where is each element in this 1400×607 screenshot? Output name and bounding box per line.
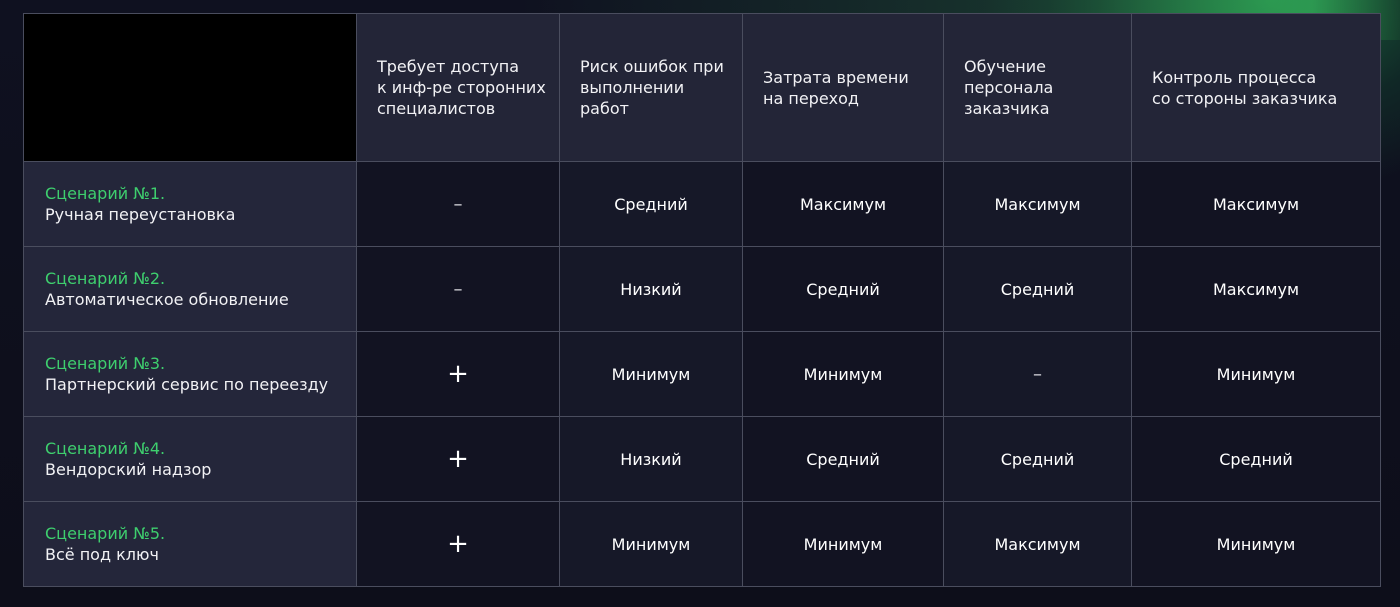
table-row: [24, 247, 1381, 332]
row-header-scenario-4: [24, 417, 357, 502]
table-cell: –: [357, 247, 560, 332]
row-header-scenario-2: [24, 247, 357, 332]
table-cell: Низкий: [560, 247, 743, 332]
table-header-row: [24, 14, 1381, 162]
column-header-line: со стороны заказчика: [1152, 88, 1338, 108]
column-header-line: Контроль процесса: [1152, 67, 1317, 87]
scenario-number: Сценарий №1.: [45, 184, 166, 203]
column-header-time: [743, 14, 944, 162]
table-cell: Минимум: [743, 502, 944, 587]
scenario-name: Автоматическое обновление: [45, 290, 289, 309]
table-cell: Низкий: [560, 417, 743, 502]
table-cell: Максимум: [1132, 247, 1381, 332]
table-row: [24, 162, 1381, 247]
table-cell: Максимум: [743, 162, 944, 247]
column-header-line: Обучение: [964, 57, 1046, 76]
column-header-control: [1132, 14, 1381, 162]
table-cell: Максимум: [944, 502, 1132, 587]
column-header-line: заказчика: [964, 99, 1050, 118]
table-row: [24, 417, 1381, 502]
column-header-access: [357, 14, 560, 162]
table-cell: Средний: [743, 417, 944, 502]
table-cell: Максимум: [1132, 162, 1381, 247]
table-cell: +: [357, 502, 560, 587]
table-corner-cell: [24, 14, 357, 162]
scenario-number: Сценарий №4.: [45, 439, 166, 458]
table-cell: Средний: [560, 162, 743, 247]
column-header-line: к инф-ре сторонних: [377, 78, 546, 97]
table-cell: Средний: [944, 417, 1132, 502]
table-cell: Минимум: [560, 502, 743, 587]
column-header-line: Риск ошибок при: [580, 57, 724, 76]
table-cell: Минимум: [1132, 502, 1381, 587]
column-header-training: [944, 14, 1132, 162]
scenario-number: Сценарий №5.: [45, 524, 166, 543]
table-cell: Минимум: [1132, 332, 1381, 417]
row-header-scenario-3: [24, 332, 357, 417]
table-cell: Средний: [944, 247, 1132, 332]
scenario-comparison-table: [23, 13, 1381, 587]
column-header-line: Требует доступа: [377, 57, 520, 76]
column-header-line: выполнении работ: [580, 78, 685, 118]
row-header-scenario-1: [24, 162, 357, 247]
row-header-scenario-5: [24, 502, 357, 587]
scenario-number: Сценарий №2.: [45, 269, 166, 288]
table-cell: +: [357, 332, 560, 417]
table-cell: Максимум: [944, 162, 1132, 247]
column-header-risk: [560, 14, 743, 162]
table-row: [24, 332, 1381, 417]
table-cell: –: [357, 162, 560, 247]
scenario-name: Вендорский надзор: [45, 460, 212, 479]
column-header-line: специалистов: [377, 99, 496, 118]
column-header-line: на переход: [763, 88, 859, 108]
table-cell: Минимум: [560, 332, 743, 417]
scenario-number: Сценарий №3.: [45, 354, 166, 373]
scenario-name: Партнерский сервис по переезду: [45, 375, 329, 394]
table-row: [24, 502, 1381, 587]
table-cell: Средний: [1132, 417, 1381, 502]
table-cell: Минимум: [743, 332, 944, 417]
scenario-name: Ручная переустановка: [45, 205, 236, 224]
table-cell: Средний: [743, 247, 944, 332]
scenario-name: Всё под ключ: [45, 545, 159, 564]
table-cell: –: [944, 332, 1132, 417]
table-cell: +: [357, 417, 560, 502]
column-header-line: Затрата времени: [763, 67, 909, 87]
column-header-line: персонала: [964, 78, 1054, 97]
